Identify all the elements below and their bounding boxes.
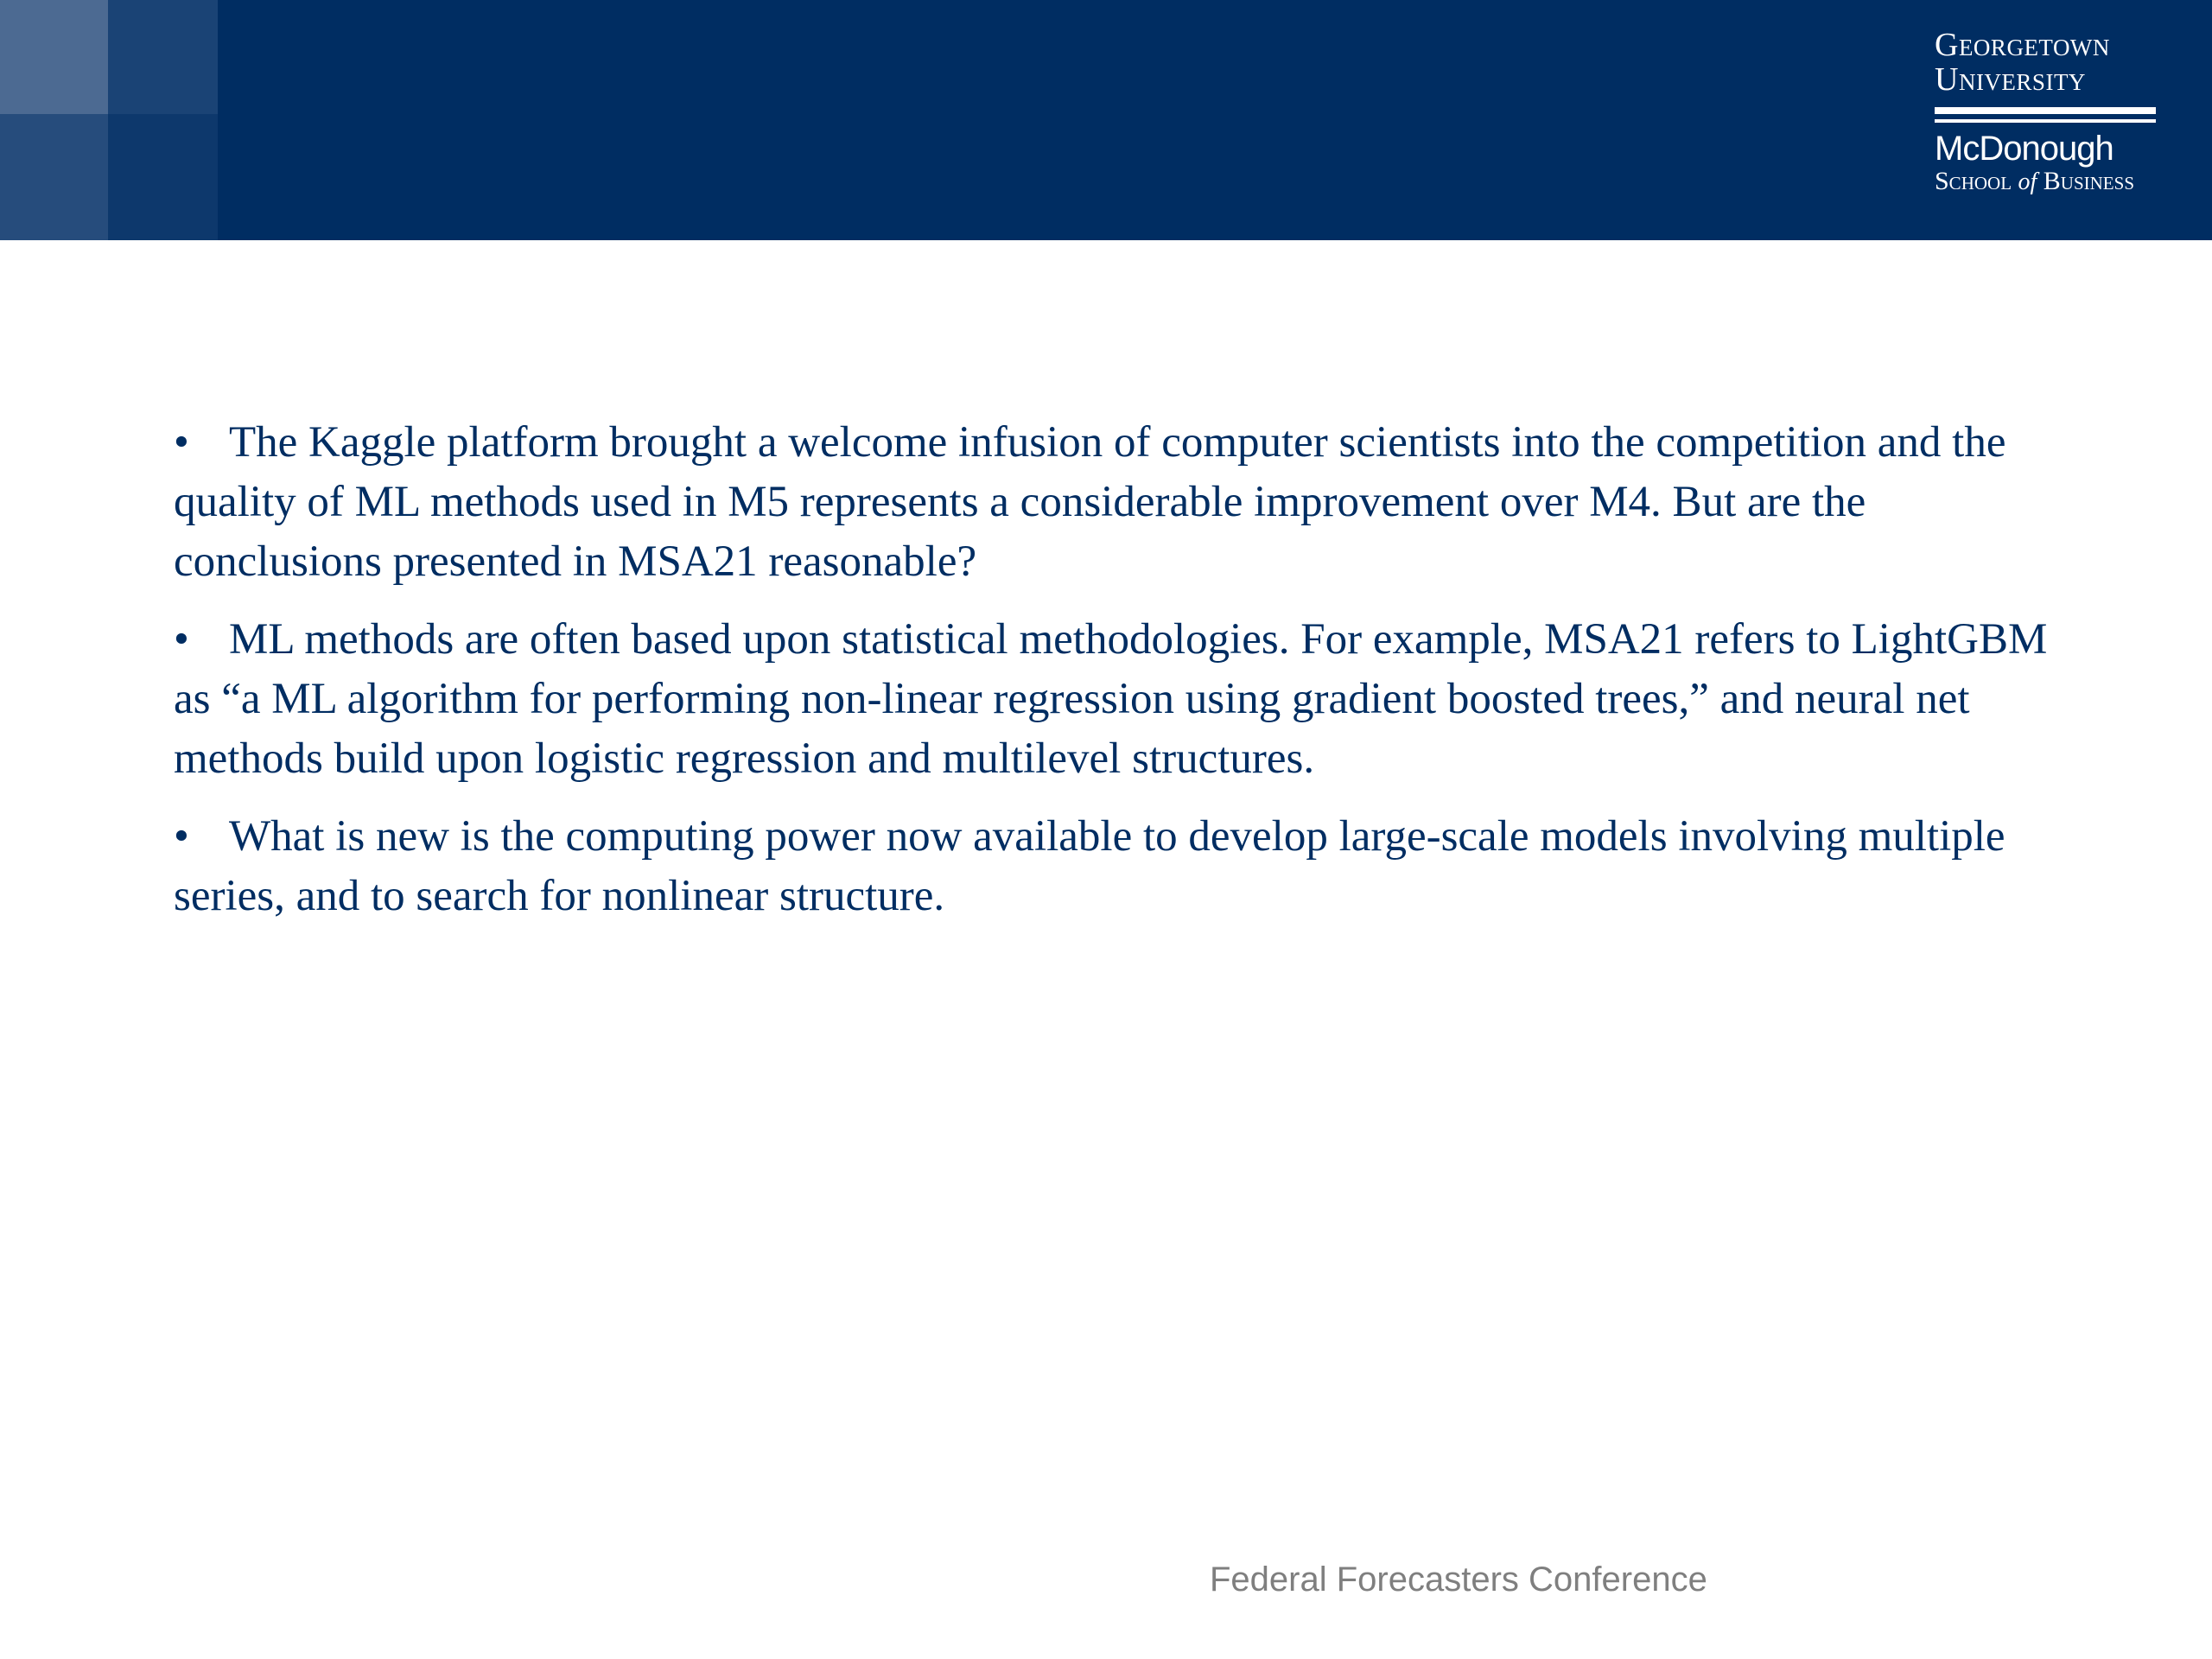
logo-georgetown: Georgetown [1935, 27, 2110, 63]
logo-business: Business [2037, 167, 2134, 195]
bullet-item [174, 413, 2057, 592]
logo-divider [1935, 119, 2156, 123]
bullet-item [174, 610, 2057, 789]
decorative-square [108, 114, 218, 240]
bullet-marker: • [174, 812, 189, 861]
logo-of: of [2018, 168, 2037, 195]
footer-conference-name: Federal Forecasters Conference [1210, 1560, 1707, 1599]
logo-school: School [1935, 167, 2018, 195]
logo-university: University [1935, 61, 2086, 98]
logo-divider [1935, 107, 2156, 114]
header-band [0, 0, 2212, 240]
bullet-marker: • [174, 418, 189, 467]
slide-body [174, 413, 2057, 944]
logo-mcdonough: McDonough [1935, 130, 2113, 168]
georgetown-mcdonough-logo [1935, 28, 2159, 196]
bullet-marker: • [174, 615, 189, 664]
bullet-text: ML methods are often based upon statistical methodologies. For example, MSA21 refers to LightGBM as “a ML algorithm for performing non-linear regression using gradient boosted trees,” and neural net methods build upon logistic regression and multilevel structures. [174, 615, 2048, 783]
bullet-item [174, 807, 2057, 926]
decorative-square [0, 114, 108, 240]
decorative-square [108, 0, 218, 114]
decorative-square [0, 0, 108, 114]
bullet-text: The Kaggle platform brought a welcome infusion of computer scientists into the competition and the quality of ML methods used in M5 represents a considerable improvement over M4. But are the conclusions presented in MSA21 reasonable? [174, 418, 2006, 586]
logo-school-of-business [1935, 168, 2159, 196]
bullet-text: What is new is the computing power now available to develop large-scale models involving multiple series, and to search for nonlinear structure. [174, 812, 2005, 920]
